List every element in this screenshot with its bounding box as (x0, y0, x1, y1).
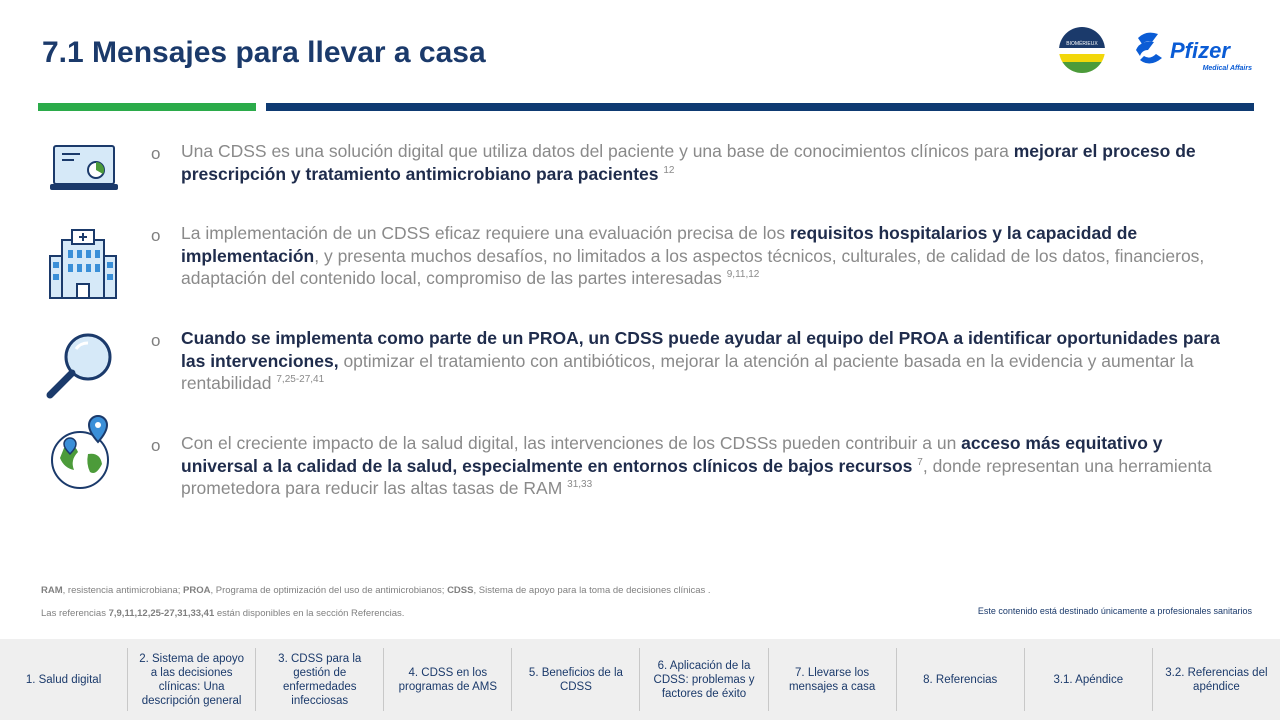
bullet-text: La implementación de un CDSS eficaz requiere una evaluación precisa de los requisitos hospitalarios y la capacidad de implementación, y presenta muchos desafíos, no limitados a los aspectos técnicos, culturales, de calidad de los datos, financieros, adaptación del contenido local, compromiso de las partes interesadas $^{9,11,12}$ (181, 223, 1205, 288)
nav-item-referencias[interactable]: 8. Referencias (896, 648, 1024, 711)
hcp-disclaimer: Este contenido está destinado únicamente a profesionales sanitarios (977, 606, 1252, 616)
nav-item-beneficios[interactable]: 5. Beneficios de la CDSS (511, 648, 639, 711)
section-navigation (0, 639, 1280, 720)
magnifier-icon (40, 323, 126, 409)
nav-item-salud-digital[interactable]: 1. Salud digital (25, 673, 102, 686)
svg-text:BIOMÉRIEUX: BIOMÉRIEUX (1066, 41, 1098, 47)
globe-pin-icon (40, 412, 126, 498)
nav-item-cdss-ams[interactable]: 4. CDSS en los programas de AMS (383, 648, 511, 711)
references-footnote: Las referencias 7,9,11,12,25-27,31,33,41 están disponibles en la sección Referencias. (41, 608, 405, 619)
svg-text:Pfizer: Pfizer (1170, 38, 1230, 63)
nav-item-referencias-apendice[interactable]: 3.2. Referencias del apéndice (1152, 648, 1280, 711)
bullet-text: Cuando se implementa como parte de un PROA, un CDSS puede ayudar al equipo del PROA a identificar oportunidades para las intervenciones, optimizar el tratamiento con antibióticos, mejorar la atención al paciente basada en la evidencia y aumentar la rentabilidad $^{7,25-27,41}$ (181, 328, 1220, 393)
nav-item-sistema-apoyo[interactable]: 2. Sistema de apoyo a las decisiones clínicas: Una descripción general (127, 648, 255, 711)
hospital-icon (40, 226, 126, 312)
nav-item-aplicacion[interactable]: 6. Aplicación de la CDSS: problemas y factores de éxito (639, 648, 767, 711)
abbreviations-footnote: RAM, resistencia antimicrobiana; PROA, Programa de optimización del uso de antimicrobianos; CDSS, Sistema de apoyo para la toma de decisiones clínicas . (41, 585, 711, 596)
bullet-marker: o (151, 436, 161, 455)
bullet-text: Con el creciente impacto de la salud digital, las intervenciones de los CDSSs pueden contribuir a un acceso más equitativo y universal a la calidad de la salud, especialmente en entornos clínicos de bajos recursos $^7$, donde representan una herramienta prometedora para reducir las altas tasas de RAM $^{31,33}$ (181, 433, 1212, 498)
nav-item-apendice[interactable]: 3.1. Apéndice (1024, 648, 1152, 711)
svg-text:Medical Affairs: Medical Affairs (1202, 65, 1252, 72)
title-underline-blue (266, 103, 1254, 111)
title-underline-green (38, 103, 256, 111)
biomerieux-logo (1058, 26, 1106, 74)
bullet-marker: o (151, 144, 161, 163)
bullet-marker: o (151, 226, 161, 245)
bullet-marker: o (151, 331, 161, 350)
nav-item-mensajes[interactable]: 7. Llevarse los mensajes a casa (768, 648, 896, 711)
bullet-text: Una CDSS es una solución digital que utiliza datos del paciente y una base de conocimientos clínicos para mejorar el proceso de prescripción y tratamiento antimicrobiano para pacientes $^{12}$ (181, 141, 1196, 184)
nav-item-cdss-enfermedades[interactable]: 3. CDSS para la gestión de enfermedades infecciosas (255, 648, 383, 711)
pfizer-logo (1132, 28, 1254, 74)
page-title: 7.1 Mensajes para llevar a casa (42, 36, 486, 69)
laptop-chart-icon (40, 140, 126, 226)
